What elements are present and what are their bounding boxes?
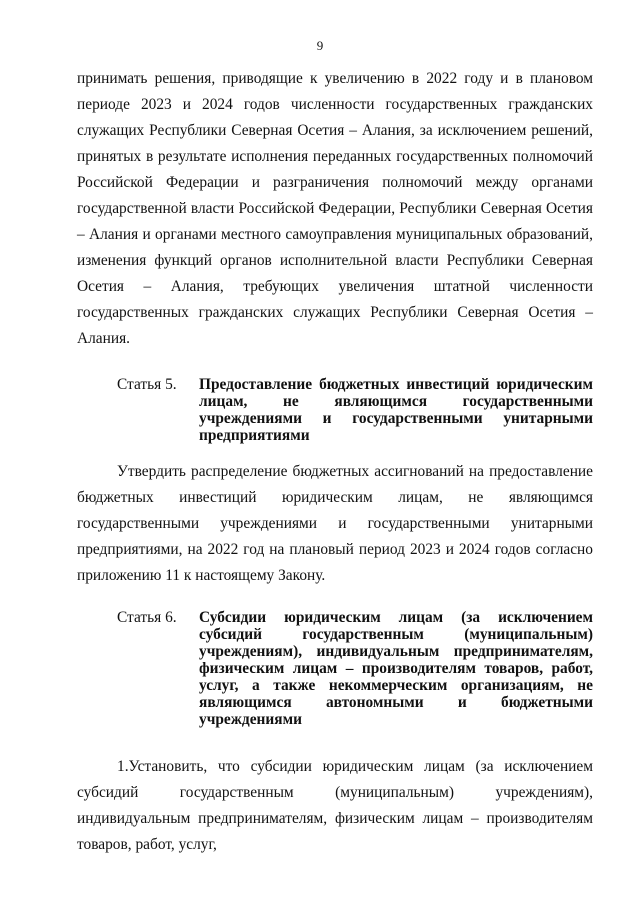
article-5-heading: [117, 376, 593, 444]
page-number: 9: [316, 38, 324, 53]
article-5-title: Предоставление бюджетных инвестиций юридическим лицам, не являющимся государственными учреждениями и государственными унитарными предприятиями: [199, 376, 593, 444]
article-6-label: Статья 6.: [117, 609, 177, 626]
article-6-heading: [117, 609, 593, 728]
article-6-title: Субсидии юридическим лицам (за исключением субсидий государственным (муниципальным) учреждениям), индивидуальным предпринимателям, физическим лицам – производителям товаров, работ, услуг, а также некоммерческим организациям, не являющимся автономными и бюджетными учреждениями: [199, 609, 593, 728]
article-5-paragraph: Утвердить распределение бюджетных ассигнований на предоставление бюджетных инвестиций юридическим лицам, не являющимся государственными учреждениями и государственными унитарными предприятиями, на 2022 год на плановый период 2023 и 2024 годов согласно приложению 11 к настоящему Закону.: [77, 463, 593, 584]
article-5-label: Статья 5.: [117, 376, 177, 393]
paragraph-continuation: принимать решения, приводящие к увеличению в 2022 году и в плановом периоде 2023 и 2024 годов численности государственных гражданских служащих Республики Северная Осетия – Алания, за исключением решений, принятых в результате исполнения переданных государственных полномочий Российской Федерации и разграничения полномочий между органами государственной власти Российской Федерации, Республики Северная Осетия – Алания и органами местного самоуправления муниципальных образований, изменения функций органов исполнительной власти Республики Северная Осетия – Алания, требующих увеличения штатной численности государственных гражданских служащих Республики Северная Осетия – Алания.: [77, 70, 593, 347]
article-6-paragraph: 1.Установить, что субсидии юридическим лицам (за исключением субсидий государственным (муниципальным) учреждениям), индивидуальным предпринимателям, физическим лицам – производителям товаров, работ, услуг,: [77, 758, 593, 853]
